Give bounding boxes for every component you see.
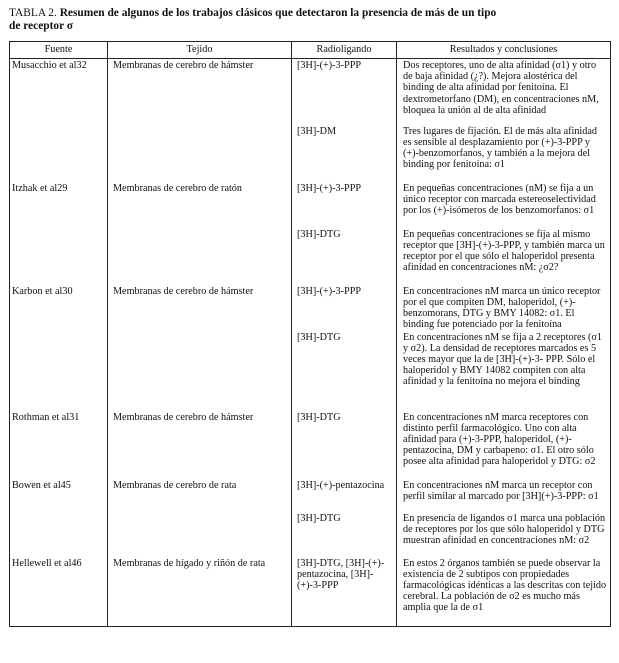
result-cell: En concentraciones nM marca un único receptor por el que compiten DM, haloperidol, (+)-benzomorans, DTG y BMY 14082: σ1. El binding fue potenciado por la fenitoína (397, 285, 611, 331)
source-cell (10, 228, 108, 285)
tissue-cell: Membranas de cerebro de hámster (108, 411, 292, 479)
ligand-cell: [3H]-(+)-3-PPP (292, 59, 397, 125)
tissue-cell: Membranas de cerebro de hámster (108, 59, 292, 125)
ligand-cell: [3H]-(+)-3-PPP (292, 182, 397, 228)
ligand-cell: [3H]-(+)-pentazocina (292, 479, 397, 512)
source-cell (10, 125, 108, 182)
ligand-cell: [3H]-DTG (292, 228, 397, 285)
tissue-cell (108, 125, 292, 182)
table-row (10, 411, 611, 479)
ligand-cell: [3H]-DM (292, 125, 397, 182)
table-row (10, 125, 611, 182)
table-row (10, 557, 611, 627)
caption-title-line1: Resumen de algunos de los trabajos clásicos que detectaron la presencia de más de un tipo (59, 7, 497, 19)
ligand-cell: [3H]-DTG (292, 331, 397, 411)
table-row (10, 331, 611, 411)
result-cell: En concentraciones nM marca un receptor con perfil similar al marcado por [3H](+)-3-PPP: σ1 (397, 479, 611, 512)
table-row (10, 182, 611, 228)
tissue-cell: Membranas de cerebro de rata (108, 479, 292, 512)
table-row (10, 479, 611, 512)
ligand-cell: [3H]-(+)-3-PPP (292, 285, 397, 331)
table-row (10, 59, 611, 125)
header-row (10, 42, 611, 59)
tissue-cell (108, 331, 292, 411)
tissue-cell: Membranas de hígado y riñón de rata (108, 557, 292, 627)
result-cell: En estos 2 órganos también se puede observar la existencia de 2 subtipos con propiedades farmacológicas idénticas a las descritas con tejido cerebral. La población de σ2 es mucho más amplia que la de σ1 (397, 557, 611, 627)
result-cell: Tres lugares de fijación. El de más alta afinidad es sensible al desplazamiento por (+)-3-PPP y (+)-benzomorfanos, y también a la mejora del binding por fenitoína: σ1 (397, 125, 611, 182)
header-ligand: Radioligando (292, 42, 397, 59)
table-row (10, 228, 611, 285)
source-cell: Musacchio et al32 (10, 59, 108, 125)
tissue-cell: Membranas de cerebro de hámster (108, 285, 292, 331)
source-cell: Itzhak et al29 (10, 182, 108, 228)
source-cell: Karbon et al30 (10, 285, 108, 331)
header-source: Fuente (10, 42, 108, 59)
result-cell: Dos receptores, uno de alta afinidad (σ1) y otro de baja afinidad (¿?). Mejora alostérica del binding de alta afinidad por fenitoína. El dextrometorfano (DM), en concentraciones nM, bloquea la unión al de alta afinidad (397, 59, 611, 125)
source-cell (10, 331, 108, 411)
tissue-cell (108, 228, 292, 285)
result-cell: En concentraciones nM se fija a 2 receptores (σ1 y σ2). La densidad de receptores marcados es 5 veces mayor que la de [3H]-(+)-3- PPP. Sólo el haloperidol y BMY 14082 compiten con alta afinidad y la fenitoína no mejora el binding (397, 331, 611, 411)
table-row (10, 512, 611, 557)
table-caption (9, 7, 609, 32)
tissue-cell: Membranas de cerebro de ratón (108, 182, 292, 228)
header-tissue: Tejido (108, 42, 292, 59)
result-cell: En concentraciones nM marca receptores con distinto perfil farmacológico. Uno con alta afinidad para (+)-3-PPP, haloperidol, (+)-pentazocina, DM y carbapeno: σ1. El otro sólo posee alta afinidad para haloperidol y DTG: σ2 (397, 411, 611, 479)
ligand-cell: [3H]-DTG, [3H]-(+)-pentazocina, [3H]-(+)-3-PPP (292, 557, 397, 627)
source-cell: Rothman et al31 (10, 411, 108, 479)
tissue-cell (108, 512, 292, 557)
result-cell: En pequeñas concentraciones se fija al mismo receptor que [3H]-(+)-3-PPP, y también marca un receptor por el que sólo el haloperidol presenta afinidad en concentraciones nM: ¿σ2? (397, 228, 611, 285)
source-cell: Bowen et al45 (10, 479, 108, 512)
source-cell (10, 512, 108, 557)
result-cell: En pequeñas concentraciones (nM) se fija a un único receptor con marcada estereoselectividad por los (+)-isómeros de los benzomorfanos: σ1 (397, 182, 611, 228)
caption-label: TABLA 2. (9, 7, 57, 19)
header-results: Resultados y conclusiones (397, 42, 611, 59)
ligand-cell: [3H]-DTG (292, 512, 397, 557)
result-cell: En presencia de ligandos σ1 marca una población de receptores por los que sólo haloperidol y DTG muestran afinidad en concentraciones nM: σ2 (397, 512, 611, 557)
caption-title-line2: de receptor σ (9, 19, 73, 32)
table-row (10, 285, 611, 331)
source-cell: Hellewell et al46 (10, 557, 108, 627)
results-table (9, 41, 611, 627)
ligand-cell: [3H]-DTG (292, 411, 397, 479)
